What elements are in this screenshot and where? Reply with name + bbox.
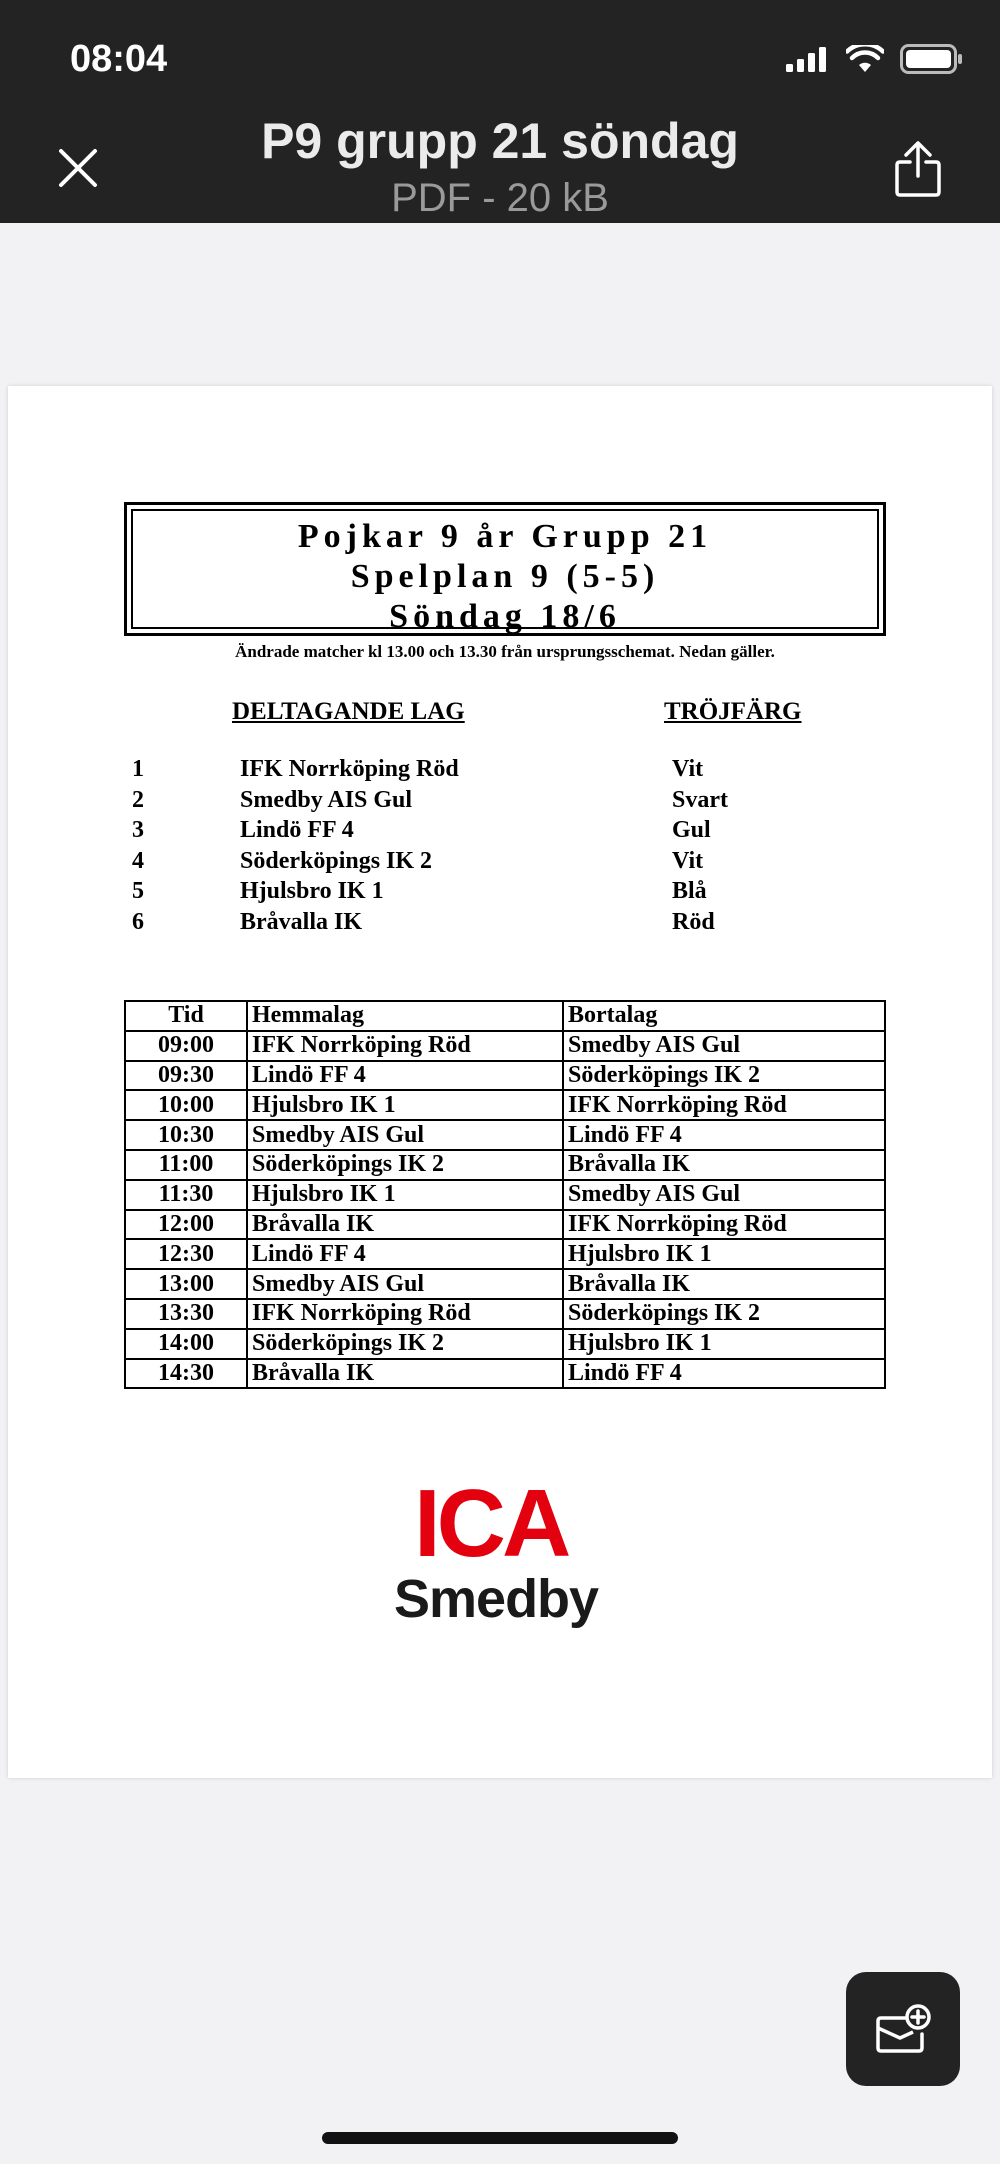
home-team: Bråvalla IK xyxy=(247,1359,563,1389)
away-team: Lindö FF 4 xyxy=(563,1359,885,1389)
team-number: 1 xyxy=(132,756,144,782)
table-row xyxy=(125,1031,885,1061)
team-number: 5 xyxy=(132,878,144,904)
table-row xyxy=(125,1359,885,1389)
match-time: 14:30 xyxy=(125,1359,247,1389)
team-color: Svart xyxy=(672,786,728,813)
store-name: Smedby xyxy=(394,1569,599,1629)
table-row xyxy=(125,1269,885,1299)
match-time: 09:00 xyxy=(125,1031,247,1061)
match-time: 12:00 xyxy=(125,1210,247,1240)
mail-add-icon xyxy=(875,2004,931,2054)
team-color: Röd xyxy=(672,908,715,935)
team-name: Bråvalla IK xyxy=(240,908,363,935)
team-name: Smedby AIS Gul xyxy=(240,786,413,813)
table-row xyxy=(125,1090,885,1120)
colors-header: TRÖJFÄRG xyxy=(664,698,802,725)
team-name: Lindö FF 4 xyxy=(240,817,354,843)
table-row xyxy=(125,1180,885,1210)
team-number: 4 xyxy=(132,847,144,874)
title-box-inner xyxy=(131,509,879,635)
title-line-3: Söndag 18/6 xyxy=(389,598,621,635)
home-team: IFK Norrköping Röd xyxy=(247,1031,563,1061)
match-time: 10:30 xyxy=(125,1120,247,1150)
save-to-mail-button[interactable] xyxy=(846,1972,960,2086)
column-header-home: Hemmalag xyxy=(247,1001,563,1031)
away-team: Bråvalla IK xyxy=(563,1150,885,1180)
list-item xyxy=(124,878,884,909)
home-team: IFK Norrköping Röd xyxy=(247,1299,563,1329)
home-team: Lindö FF 4 xyxy=(247,1061,563,1091)
table-header-row xyxy=(125,1001,885,1031)
match-schedule-table xyxy=(124,1000,886,1389)
home-team: Söderköpings IK 2 xyxy=(247,1329,563,1359)
away-team: Smedby AIS Gul xyxy=(563,1031,885,1061)
match-time: 13:30 xyxy=(125,1299,247,1329)
title-line-2: Spelplan 9 (5-5) xyxy=(350,558,660,595)
away-team: Smedby AIS Gul xyxy=(563,1180,885,1210)
match-time: 10:00 xyxy=(125,1090,247,1120)
match-time: 14:00 xyxy=(125,1329,247,1359)
team-number: 6 xyxy=(132,908,144,935)
list-item xyxy=(124,787,884,818)
match-time: 13:00 xyxy=(125,1269,247,1299)
home-team: Smedby AIS Gul xyxy=(247,1120,563,1150)
team-list xyxy=(124,756,884,939)
away-team: Söderköpings IK 2 xyxy=(563,1061,885,1091)
title-line-1: Pojkar 9 år Grupp 21 xyxy=(297,518,713,555)
list-item xyxy=(124,909,884,940)
away-team: Hjulsbro IK 1 xyxy=(563,1329,885,1359)
pdf-page[interactable] xyxy=(8,386,992,1778)
home-team: Söderköpings IK 2 xyxy=(247,1150,563,1180)
team-color: Vit xyxy=(672,847,704,874)
title-box xyxy=(124,502,886,636)
match-time: 11:30 xyxy=(125,1180,247,1210)
table-row xyxy=(125,1150,885,1180)
signal-icon xyxy=(786,46,830,72)
document-subtitle: PDF - 20 kB xyxy=(391,176,609,220)
away-team: Lindö FF 4 xyxy=(563,1120,885,1150)
home-team: Smedby AIS Gul xyxy=(247,1269,563,1299)
column-header-away: Bortalag xyxy=(563,1001,885,1031)
team-name: IFK Norrköping Röd xyxy=(240,756,459,782)
team-color: Vit xyxy=(672,756,704,782)
away-team: Söderköpings IK 2 xyxy=(563,1299,885,1329)
list-item xyxy=(124,848,884,879)
ica-logo-text: ICA xyxy=(414,1470,568,1577)
match-time: 09:30 xyxy=(125,1061,247,1091)
column-header-time: Tid xyxy=(125,1001,247,1031)
away-team: IFK Norrköping Röd xyxy=(563,1210,885,1240)
share-icon xyxy=(894,140,942,198)
top-bar xyxy=(0,0,1000,223)
share-button[interactable] xyxy=(888,134,948,204)
table-row xyxy=(125,1329,885,1359)
team-number: 3 xyxy=(132,817,144,843)
home-team: Hjulsbro IK 1 xyxy=(247,1090,563,1120)
status-time: 08:04 xyxy=(70,38,168,80)
home-team: Bråvalla IK xyxy=(247,1210,563,1240)
teams-header: DELTAGANDE LAG xyxy=(232,698,465,725)
home-team: Hjulsbro IK 1 xyxy=(247,1180,563,1210)
table-row xyxy=(125,1239,885,1269)
away-team: Hjulsbro IK 1 xyxy=(563,1239,885,1269)
match-time: 12:30 xyxy=(125,1239,247,1269)
wifi-icon xyxy=(846,45,884,73)
away-team: Bråvalla IK xyxy=(563,1269,885,1299)
list-item xyxy=(124,817,884,848)
home-indicator[interactable] xyxy=(322,2132,678,2144)
home-team: Lindö FF 4 xyxy=(247,1239,563,1269)
match-time: 11:00 xyxy=(125,1150,247,1180)
team-name: Söderköpings IK 2 xyxy=(240,847,433,874)
list-item xyxy=(124,756,884,787)
table-row xyxy=(125,1299,885,1329)
table-row xyxy=(125,1120,885,1150)
team-number: 2 xyxy=(132,786,144,813)
away-team: IFK Norrköping Röd xyxy=(563,1090,885,1120)
schedule-note: Ändrade matcher kl 13.00 och 13.30 från ursprungsschemat. Nedan gäller. xyxy=(235,642,775,661)
team-name: Hjulsbro IK 1 xyxy=(240,878,384,904)
ica-smedby-logo xyxy=(394,1470,614,1629)
team-color: Gul xyxy=(672,817,711,843)
status-icons xyxy=(786,44,964,74)
table-row xyxy=(125,1210,885,1240)
team-color: Blå xyxy=(672,878,707,904)
table-row xyxy=(125,1061,885,1091)
document-title: P9 grupp 21 söndag xyxy=(261,113,739,169)
battery-icon xyxy=(900,44,964,74)
